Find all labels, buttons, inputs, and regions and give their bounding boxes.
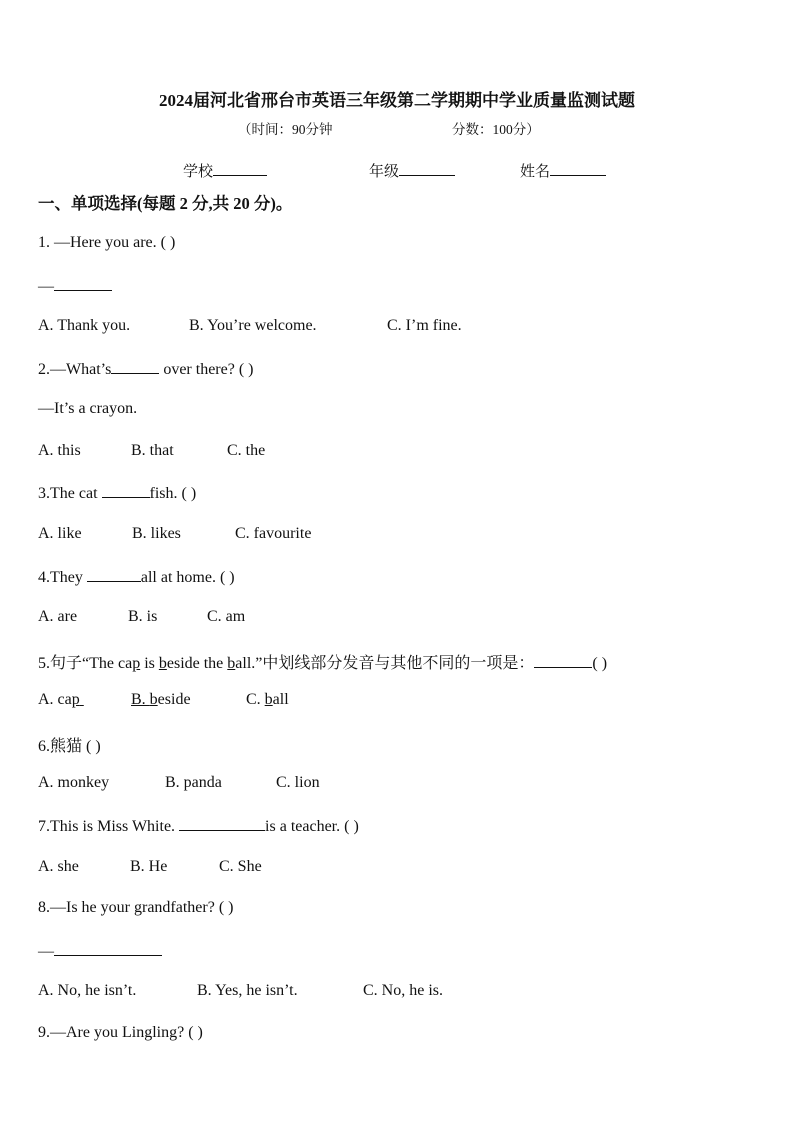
- q4-prompt-b: all at home. ( ): [140, 569, 235, 586]
- q3-option-a[interactable]: A. like: [38, 525, 82, 542]
- q4-option-a[interactable]: A. are: [38, 608, 78, 625]
- name-blank[interactable]: [550, 161, 606, 176]
- q3-prompt-b: fish. ( ): [149, 485, 197, 502]
- q8-prompt: 8.—Is he your grandfather? ( ): [38, 899, 234, 916]
- q5-underlined-b2: b: [227, 655, 236, 672]
- q5-text-3: is: [140, 655, 159, 672]
- q2-prompt-a: 2.—What’s: [38, 361, 112, 378]
- q5-option-b-rest: eside: [157, 691, 191, 708]
- q7-option-b[interactable]: B. He: [130, 858, 168, 875]
- name-label: 姓名: [520, 164, 551, 180]
- q8-dash: —: [38, 943, 54, 960]
- q3-prompt: [38, 483, 196, 503]
- q6-prompt: 6.熊猫 ( ): [38, 738, 101, 755]
- q8-option-c[interactable]: C. No, he is.: [363, 982, 443, 999]
- q4-prompt: [38, 567, 235, 587]
- q4-option-b[interactable]: B. is: [128, 608, 158, 625]
- q4-prompt-a: 4.They: [38, 569, 87, 586]
- q5-option-b-underlined: b: [149, 691, 158, 708]
- q8-option-a[interactable]: A. No, he isn’t.: [38, 982, 137, 999]
- q7-prompt: [38, 816, 359, 836]
- q2-prompt-b: over there? ( ): [159, 361, 254, 378]
- q5-option-b-text: B.: [131, 691, 150, 708]
- q8-answer-line: [38, 941, 162, 961]
- q5-text-5: eside the: [166, 655, 228, 672]
- q6-option-c[interactable]: C. lion: [276, 774, 320, 791]
- q5-text-1: 5.句子“The ca: [38, 655, 133, 672]
- q5-option-c[interactable]: [246, 691, 289, 709]
- exam-score: 分数：100分）: [452, 122, 540, 137]
- q5-option-c-text: C.: [246, 691, 265, 708]
- grade-blank[interactable]: [399, 161, 455, 176]
- q9-prompt: 9.—Are you Lingling? ( ): [38, 1024, 203, 1041]
- q5-underlined-b1: b: [158, 655, 167, 672]
- q7-option-a[interactable]: A. she: [38, 858, 79, 875]
- page-title: 2024届河北省邢台市英语三年级第二学期期中学业质量监测试题: [159, 91, 635, 110]
- school-blank[interactable]: [213, 161, 267, 176]
- q8-blank[interactable]: [54, 941, 162, 956]
- q6-option-a[interactable]: A. monkey: [38, 774, 110, 791]
- q5-option-c-rest: all: [272, 691, 289, 708]
- q8-option-b[interactable]: B. Yes, he isn’t.: [197, 982, 298, 999]
- q2-option-a[interactable]: A. this: [38, 442, 81, 459]
- q4-option-c[interactable]: C. am: [207, 608, 246, 625]
- q6-option-b[interactable]: B. panda: [165, 774, 222, 791]
- q2-blank[interactable]: [111, 359, 159, 374]
- q2-option-b[interactable]: B. that: [131, 442, 174, 459]
- q5-option-a[interactable]: [38, 691, 113, 709]
- q1-blank[interactable]: [54, 276, 112, 291]
- q5-option-a-underline-gap: [80, 691, 113, 709]
- q5-option-b[interactable]: [131, 691, 191, 709]
- school-label: 学校: [183, 164, 214, 180]
- q3-blank[interactable]: [102, 483, 150, 498]
- q5-paren: ( ): [592, 655, 608, 672]
- grade-label: 年级: [369, 164, 400, 180]
- q2-prompt: [38, 359, 254, 379]
- q3-option-c[interactable]: C. favourite: [235, 525, 312, 542]
- q5-option-a-text: A. ca: [38, 691, 72, 708]
- q5-text-7: all.”中划线部分发音与其他不同的一项是：: [235, 655, 535, 672]
- q7-blank[interactable]: [179, 816, 265, 831]
- q1-option-c[interactable]: C. I’m fine.: [387, 317, 462, 334]
- grade-field[interactable]: [369, 160, 455, 181]
- section-heading: 一、单项选择(每题 2 分,共 20 分)。: [38, 194, 293, 213]
- q7-prompt-a: 7.This is Miss White.: [38, 818, 180, 835]
- q5-option-a-underlined: p: [71, 691, 80, 708]
- q7-prompt-b: is a teacher. ( ): [265, 818, 359, 835]
- name-field[interactable]: [520, 160, 606, 181]
- q1-prompt: 1. —Here you are. ( ): [38, 234, 176, 251]
- q1-option-a[interactable]: A. Thank you.: [38, 317, 131, 334]
- q5-prompt: [38, 650, 607, 673]
- q1-answer-line: [38, 276, 112, 296]
- q4-blank[interactable]: [87, 567, 141, 582]
- exam-time: （时间：90分钟: [238, 122, 333, 137]
- school-field[interactable]: [183, 160, 267, 181]
- q2-option-c[interactable]: C. the: [227, 442, 266, 459]
- q5-blank[interactable]: [534, 653, 592, 668]
- q3-prompt-a: 3.The cat: [38, 485, 102, 502]
- q3-option-b[interactable]: B. likes: [132, 525, 181, 542]
- q1-dash: —: [38, 278, 54, 295]
- q5-option-c-underlined: b: [264, 691, 273, 708]
- q5-underlined-p: p: [132, 655, 141, 672]
- q1-option-b[interactable]: B. You’re welcome.: [189, 317, 317, 334]
- q2-answer-line: —It’s a crayon.: [38, 400, 138, 417]
- q7-option-c[interactable]: C. She: [219, 858, 262, 875]
